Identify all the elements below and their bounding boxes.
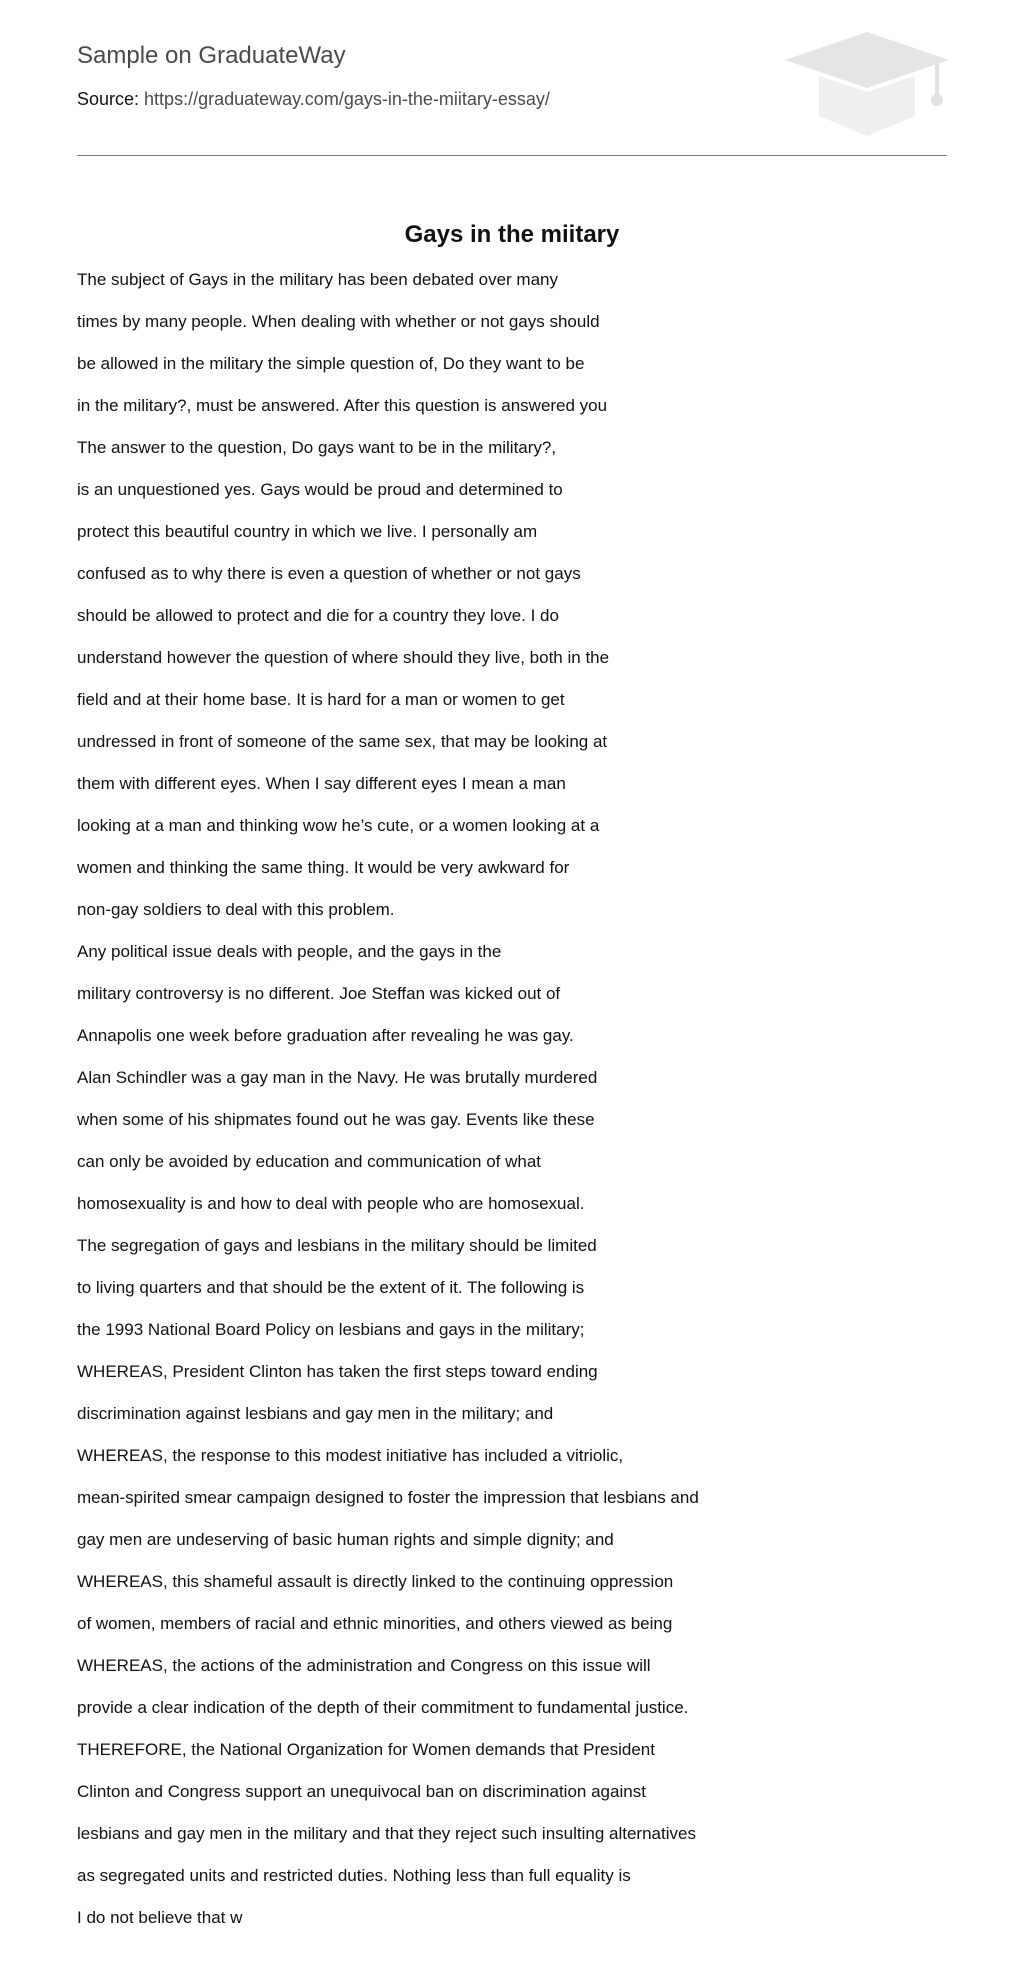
text-line: the 1993 National Board Policy on lesbians and gays in the military; <box>77 1320 585 1339</box>
text-line: discrimination against lesbians and gay men in the military; and <box>77 1404 554 1423</box>
essay-body <box>77 262 957 1942</box>
text-line: when some of his shipmates found out he was gay. Events like these <box>77 1110 595 1129</box>
text-line: can only be avoided by education and communication of what <box>77 1152 542 1171</box>
text-line: WHEREAS, the response to this modest initiative has included a vitriolic, <box>77 1446 624 1465</box>
text-line: WHEREAS, this shameful assault is directly linked to the continuing oppression <box>77 1572 674 1591</box>
text-line: be allowed in the military the simple question of, Do they want to be <box>77 354 585 373</box>
text-line: Clinton and Congress support an unequivocal ban on discrimination against <box>77 1782 646 1801</box>
text-line: Annapolis one week before graduation after revealing he was gay. <box>77 1026 574 1045</box>
text-line: The segregation of gays and lesbians in the military should be limited <box>77 1236 597 1255</box>
text-line: protect this beautiful country in which we live. I personally am <box>77 522 538 541</box>
text-line: I do not believe that w <box>77 1908 243 1927</box>
page-header <box>77 0 947 158</box>
text-line: lesbians and gay men in the military and that they reject such insulting alternatives <box>77 1824 696 1843</box>
text-line: times by many people. When dealing with whether or not gays should <box>77 312 600 331</box>
text-line: to living quarters and that should be the extent of it. The following is <box>77 1278 585 1297</box>
text-line: understand however the question of where should they live, both in the <box>77 648 610 667</box>
text-line: The subject of Gays in the military has been debated over many <box>77 270 558 289</box>
text-line: non-gay soldiers to deal with this problem. <box>77 900 395 919</box>
text-line: THEREFORE, the National Organization for Women demands that President <box>77 1740 655 1759</box>
source-label: Source: <box>77 89 145 109</box>
text-line: Any political issue deals with people, and the gays in the <box>77 942 502 961</box>
text-line: Alan Schindler was a gay man in the Navy. He was brutally murdered <box>77 1068 598 1087</box>
text-line: looking at a man and thinking wow he’s cute, or a women looking at a <box>77 816 600 835</box>
text-line: should be allowed to protect and die for a country they love. I do <box>77 606 559 625</box>
text-line: provide a clear indication of the depth of their commitment to fundamental justice. <box>77 1698 689 1717</box>
text-line: mean-spirited smear campaign designed to foster the impression that lesbians and <box>77 1488 699 1507</box>
text-line: women and thinking the same thing. It would be very awkward for <box>77 858 570 877</box>
text-line: military controversy is no different. Joe Steffan was kicked out of <box>77 984 561 1003</box>
text-line: in the military?, must be answered. After this question is answered you <box>77 396 608 415</box>
text-line: undressed in front of someone of the same sex, that may be looking at <box>77 732 608 751</box>
text-line: confused as to why there is even a question of whether or not gays <box>77 564 581 583</box>
site-title: Sample on GraduateWay <box>77 42 346 69</box>
text-line: homosexuality is and how to deal with people who are homosexual. <box>77 1194 585 1213</box>
text-line: WHEREAS, President Clinton has taken the first steps toward ending <box>77 1362 598 1381</box>
source-link[interactable]: https://graduateway.com/gays-in-the-miitary-essay/ <box>144 89 550 109</box>
text-line: WHEREAS, the actions of the administration and Congress on this issue will <box>77 1656 651 1675</box>
text-line: gay men are undeserving of basic human rights and simple dignity; and <box>77 1530 614 1549</box>
text-line: is an unquestioned yes. Gays would be proud and determined to <box>77 480 563 499</box>
source-line <box>77 89 550 110</box>
graduation-cap-icon <box>783 28 951 136</box>
text-line: The answer to the question, Do gays want to be in the military?, <box>77 438 557 457</box>
text-line: of women, members of racial and ethnic minorities, and others viewed as being <box>77 1614 673 1633</box>
header-divider <box>77 155 947 156</box>
document-title: Gays in the miitary <box>404 221 620 249</box>
text-line: field and at their home base. It is hard for a man or women to get <box>77 690 565 709</box>
text-line: as segregated units and restricted duties. Nothing less than full equality is <box>77 1866 631 1885</box>
text-line: them with different eyes. When I say different eyes I mean a man <box>77 774 566 793</box>
